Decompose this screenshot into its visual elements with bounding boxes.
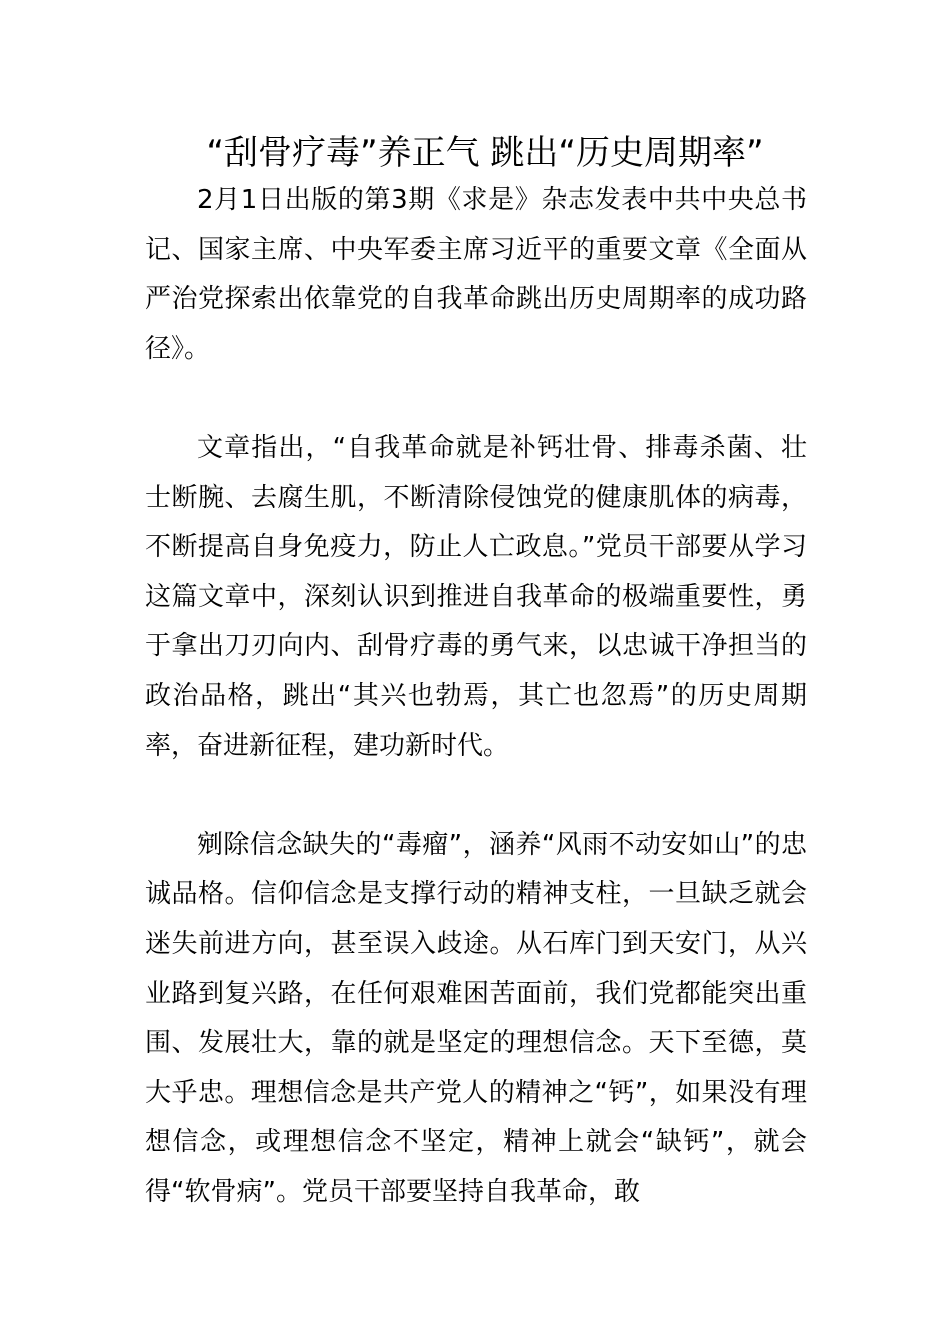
document-body bbox=[145, 176, 807, 1217]
paragraph-1: 2月1日出版的第3期《求是》杂志发表中共中央总书记、国家主席、中央军委主席习近平的重要文章《全面从严治党探索出依靠党的自我革命跳出历史周期率的成功路径》。 bbox=[145, 185, 807, 364]
paragraph-3: 剜除信念缺失的“毒瘤”，涵养“风雨不动安如山”的忠诚品格。信仰信念是支撑行动的精神支柱，一旦缺乏就会迷失前进方向，甚至误入歧途。从石库门到天安门，从兴业路到复兴路，在任何艰难困苦面前，我们党都能突出重围、发展壮大，靠的就是坚定的理想信念。天下至德，莫大乎忠。理想信念是共产党人的精神之“钙”，如果没有理想信念，或理想信念不坚定，精神上就会“缺钙”，就会得“软骨病”。党员干部要坚持自我革命，敢 bbox=[145, 829, 807, 1207]
page-title: “刮骨疗毒”养正气 跳出“历史周期率” bbox=[206, 133, 764, 173]
paragraph-2: 文章指出，“自我革命就是补钙壮骨、排毒杀菌、壮士断腕、去腐生肌，不断清除侵蚀党的健康肌体的病毒，不断提高自身免疫力，防止人亡政息。”党员干部要从学习这篇文章中，深刻认识到推进自我革命的极端重要性，勇于拿出刀刃向内、刮骨疗毒的勇气来，以忠诚干净担当的政治品格，跳出“其兴也勃焉，其亡也忽焉”的历史周期率，奋进新征程，建功新时代。 bbox=[145, 432, 807, 761]
